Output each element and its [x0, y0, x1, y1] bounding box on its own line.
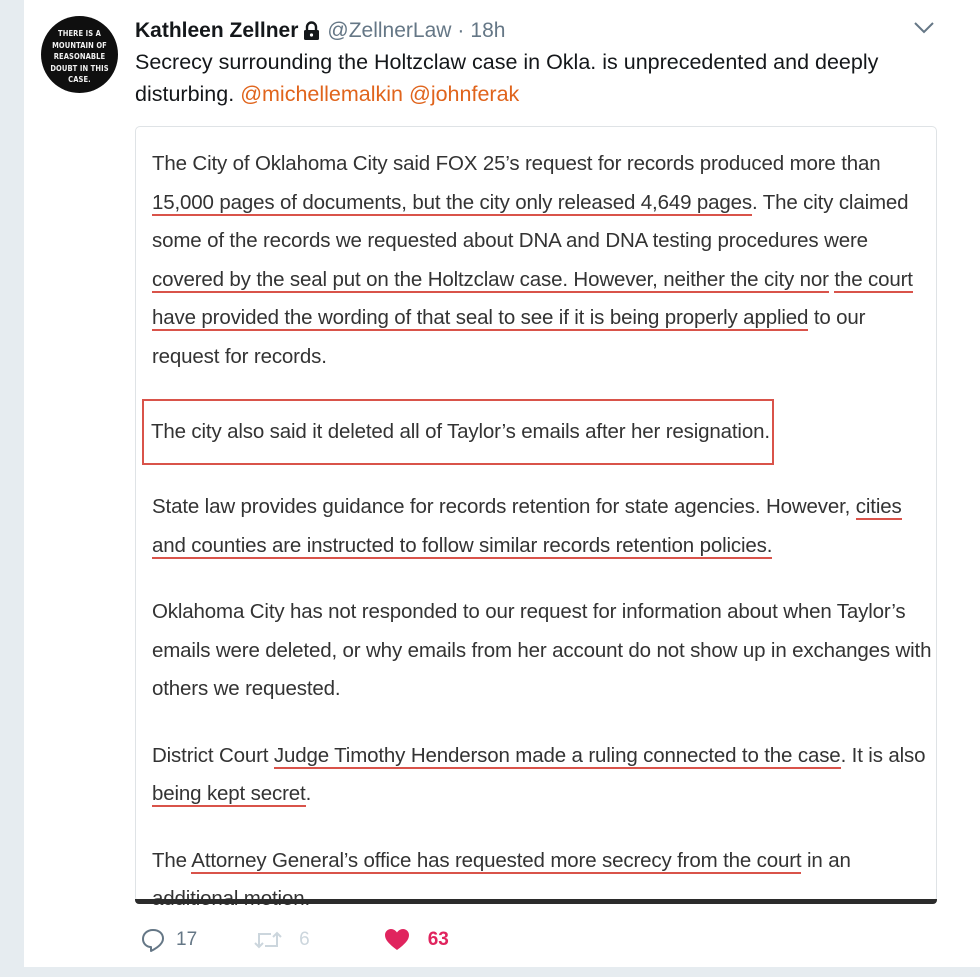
avatar-line: THERE IS A	[58, 29, 101, 38]
avatar-line: CASE.	[68, 75, 91, 84]
avatar-line: DOUBT IN THIS	[50, 63, 109, 73]
boxed-highlight: The city also said it deleted all of Taylor’s emails after her resignation.	[144, 401, 772, 463]
retweet-count: 6	[299, 929, 310, 950]
heart-icon	[384, 928, 410, 952]
like-count: 63	[427, 929, 449, 950]
avatar-line: MOUNTAIN OF	[52, 40, 107, 50]
underlined-text: cities and counties are instructed to follow similar records retention policies.	[152, 495, 902, 557]
article-paragraph	[152, 404, 937, 460]
underlined-text: the court have provided the wording of that seal to see if it is being properly applied	[152, 267, 913, 329]
tweet-header	[135, 16, 505, 46]
article-paragraph: The Attorney General’s office has requested more secrecy from the court in an	[152, 848, 851, 872]
underlined-text: Attorney General’s office has requested more secrecy from the court	[191, 848, 802, 872]
avatar[interactable]	[41, 16, 118, 93]
lock-icon	[303, 21, 320, 41]
like-button[interactable]	[384, 928, 449, 952]
underlined-text: 15,000 pages of documents, but the city only released 4,649 pages	[152, 190, 752, 214]
author-handle[interactable]: @ZellnerLaw	[327, 19, 452, 42]
article-paragraph: District Court Judge Timothy Henderson made a ruling connected to the case. It is also being kept secret.	[152, 743, 926, 805]
underlined-text: Judge Timothy Henderson made a ruling connected to the case	[273, 743, 841, 767]
article-paragraph: State law provides guidance for records retention for state agencies. However, cities and counties are instructed to follow similar records retention policies.	[152, 495, 902, 557]
article-text	[152, 145, 937, 947]
avatar-text	[41, 28, 118, 86]
article-paragraph: Oklahoma City has not responded to our request for information about when Taylor’s emails were deleted, or why emails from her account do not show up in exchanges with others we requested.	[152, 600, 932, 700]
underlined-text: being kept secret	[152, 782, 306, 805]
separator-dot: ·	[457, 19, 465, 42]
reply-count: 17	[176, 929, 198, 950]
timeline-separator	[0, 967, 980, 977]
tweet-card[interactable]	[24, 0, 980, 967]
mention-link[interactable]: @michellemalkin	[240, 82, 404, 106]
retweet-icon	[253, 929, 283, 951]
reply-icon	[140, 927, 166, 953]
avatar-line: REASONABLE	[53, 52, 106, 61]
tweet-body: Secrecy surrounding the Holtzclaw case in Okla. is unprecedented and deeply disturbing.	[135, 50, 879, 106]
reply-button[interactable]	[140, 927, 197, 953]
attached-image[interactable]	[135, 126, 937, 902]
author-name[interactable]: Kathleen Zellner	[135, 19, 299, 42]
article-paragraph: The City of Oklahoma City said FOX 25’s request for records produced more than 15,000 pages of documents, but the city only released 4,649 pages. The city claimed some of the records we requested about DNA and DNA testing procedures were covered by the seal put on the Holtzclaw case. However, neither the city nor the court have provided the wording of that seal to see if it is being properly applied to our request for records.	[152, 152, 913, 368]
timestamp[interactable]: 18h	[470, 19, 506, 42]
mention-link[interactable]: @johnferak	[409, 82, 520, 106]
tweet-actions	[140, 924, 449, 956]
retweet-button[interactable]	[253, 929, 310, 951]
tweet-text	[135, 46, 935, 110]
underlined-text: covered by the seal put on the Holtzclaw case. However, neither the city nor	[152, 267, 829, 291]
card-bottom-edge	[135, 899, 937, 904]
chevron-down-icon[interactable]	[912, 20, 936, 36]
